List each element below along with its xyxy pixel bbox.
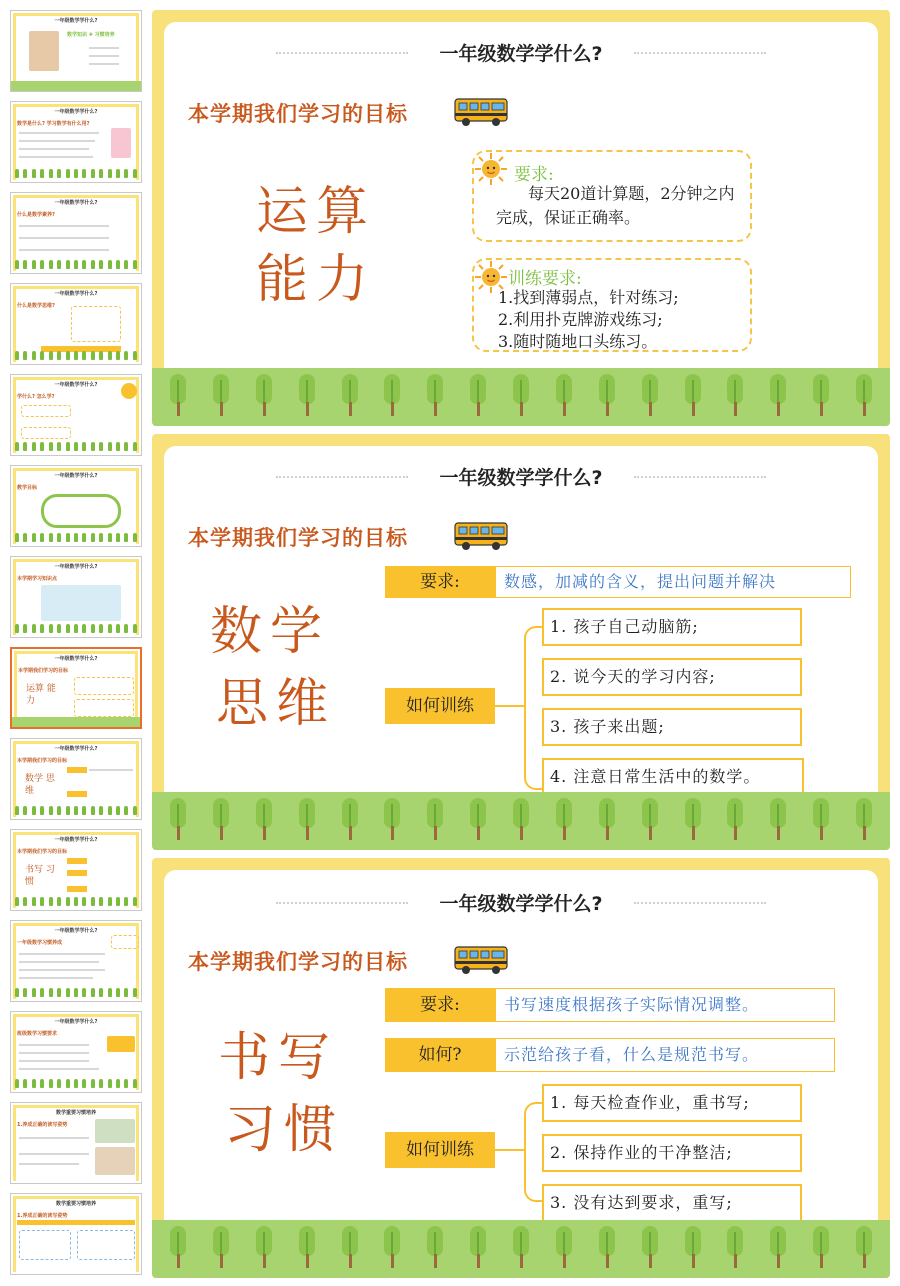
big-word-line1: 书写 (218, 1028, 339, 1088)
thumb-title: 一年级数学学什么? (54, 746, 98, 752)
big-word-line1: 运算 (256, 182, 377, 242)
how-value: 示范给孩子看，什么是规范书写。 (495, 1038, 835, 1072)
slide-thumbnail-3[interactable] (10, 192, 142, 274)
training-label: 如何训练 (385, 688, 495, 724)
thumb-subtitle: 数学是什么? 学习数学有什么用? (17, 121, 90, 127)
thumb-big-word: 书写 习惯 (25, 865, 55, 887)
slide-thumbnail-13[interactable] (10, 1102, 142, 1184)
thumb-subtitle: 1.养成正确的读写姿势 (17, 1122, 68, 1128)
thumb-subtitle: 教学目标 (17, 485, 38, 491)
big-word-line1: 数学 (210, 602, 331, 662)
thumb-title: 一年级数学学什么? (54, 473, 98, 479)
slide-thumbnail-2[interactable] (10, 101, 142, 183)
sun-icon (474, 152, 508, 186)
slide-heading: 一年级数学学什么? (439, 43, 603, 65)
goal-title: 本学期我们学习的目标 (188, 950, 408, 974)
school-bus-icon (454, 96, 508, 128)
thumb-subtitle: 学什么? 怎么学? (17, 394, 55, 400)
tree-row (170, 374, 872, 416)
bracket-connector (524, 626, 544, 790)
training-label: 如何训练 (385, 1132, 495, 1168)
requirement-label: 要求: (514, 165, 554, 185)
slide-thumbnail-10[interactable] (10, 829, 142, 911)
slide-thumbnail-4[interactable] (10, 283, 142, 365)
thumb-title: 一年级数学学什么? (54, 109, 98, 115)
school-bus-icon (454, 520, 508, 552)
thumb-title: 一年级数学学什么? (54, 18, 98, 24)
bracket-connector (524, 1102, 544, 1202)
thumb-subtitle: 什么是数学素养? (17, 212, 55, 218)
thumb-title: 数学重要习惯培养 (55, 1110, 96, 1116)
thumb-title: 一年级数学学什么? (54, 928, 98, 934)
slide-thumbnail-5[interactable] (10, 374, 142, 456)
slide-computation-ability (152, 10, 890, 426)
step-item-1: 1. 孩子自己动脑筋; (542, 608, 802, 646)
slide-heading: 一年级数学学什么? (439, 893, 603, 915)
slide-thumbnail-rail (0, 0, 150, 1286)
thumb-title: 一年级数学学什么? (54, 1019, 98, 1025)
slide-math-thinking (152, 434, 890, 850)
requirement-label: 要求: (385, 988, 495, 1022)
training-item-1: 1.找到薄弱点，针对练习; (498, 288, 679, 307)
slide-thumbnail-8-selected[interactable] (10, 647, 142, 729)
thumb-subtitle: 本学期我们学习的目标 (17, 758, 68, 764)
step-item-3: 3. 没有达到要求，重写; (542, 1184, 802, 1222)
thumb-subtitle: 1.养成正确的读写姿势 (17, 1213, 68, 1219)
thumb-title: 一年级数学学什么? (54, 564, 98, 570)
thumb-subtitle: 什么是数学思维? (17, 303, 55, 309)
tree-row (170, 798, 872, 840)
slide-heading: 一年级数学学什么? (439, 467, 603, 489)
requirement-value: 书写速度根据孩子实际情况调整。 (495, 988, 835, 1022)
big-word-line2: 能力 (256, 250, 377, 310)
requirement-text: 每天20道计算题，2分钟之内完成，保证正确率。 (496, 184, 735, 227)
big-word-line2: 习惯 (224, 1100, 345, 1160)
school-bus-icon (454, 944, 508, 976)
thumb-title: 一年级数学学什么? (54, 291, 98, 297)
thumb-subtitle: 本学期我们学习的目标 (18, 668, 69, 674)
slide-thumbnail-7[interactable] (10, 556, 142, 638)
thumb-title: 一年级数学学什么? (54, 200, 98, 206)
thumb-subtitle: 一年级数学习惯养成 (17, 940, 63, 946)
thumb-subtitle: 本学期我们学习的目标 (17, 849, 68, 855)
thumb-big-word: 运算 能力 (26, 684, 56, 706)
step-item-4: 4. 注意日常生活中的数学。 (542, 758, 804, 796)
step-item-1: 1. 每天检查作业，重书写; (542, 1084, 802, 1122)
training-label: 训练要求: (508, 269, 582, 289)
training-item-2: 2.利用扑克牌游戏练习; (498, 310, 663, 329)
thumb-title: 数学重要习惯培养 (55, 1201, 96, 1207)
how-label: 如何? (385, 1038, 495, 1072)
step-item-2: 2. 保持作业的干净整洁; (542, 1134, 802, 1172)
thumb-subtitle: 班级数学习惯要求 (17, 1031, 58, 1037)
tree-row (170, 1226, 872, 1268)
slide-writing-habit (152, 858, 890, 1278)
slide-thumbnail-1[interactable] (10, 10, 142, 92)
requirement-value: 数感，加减的含义，提出问题并解决 (495, 566, 851, 598)
thumb-subtitle: 本学期学习知识点 (17, 576, 58, 582)
step-item-2: 2. 说今天的学习内容; (542, 658, 802, 696)
thumb-title: 一年级数学学什么? (54, 382, 98, 388)
big-word-line2: 思维 (216, 674, 337, 734)
thumb-subtitle: 数学知识 ✚ 习惯培养 (67, 32, 115, 38)
thumb-big-word: 数学 思维 (25, 774, 55, 796)
slide-thumbnail-9[interactable] (10, 738, 142, 820)
step-item-3: 3. 孩子来出题; (542, 708, 802, 746)
training-item-3: 3.随时随地口头练习。 (498, 332, 658, 351)
slide-thumbnail-14[interactable] (10, 1193, 142, 1275)
thumb-title: 一年级数学学什么? (54, 656, 98, 662)
requirement-label: 要求: (385, 566, 495, 598)
slide-thumbnail-11[interactable] (10, 920, 142, 1002)
goal-title: 本学期我们学习的目标 (188, 526, 408, 550)
thumb-title: 一年级数学学什么? (54, 837, 98, 843)
slide-thumbnail-6[interactable] (10, 465, 142, 547)
slide-thumbnail-12[interactable] (10, 1011, 142, 1093)
goal-title: 本学期我们学习的目标 (188, 102, 408, 126)
